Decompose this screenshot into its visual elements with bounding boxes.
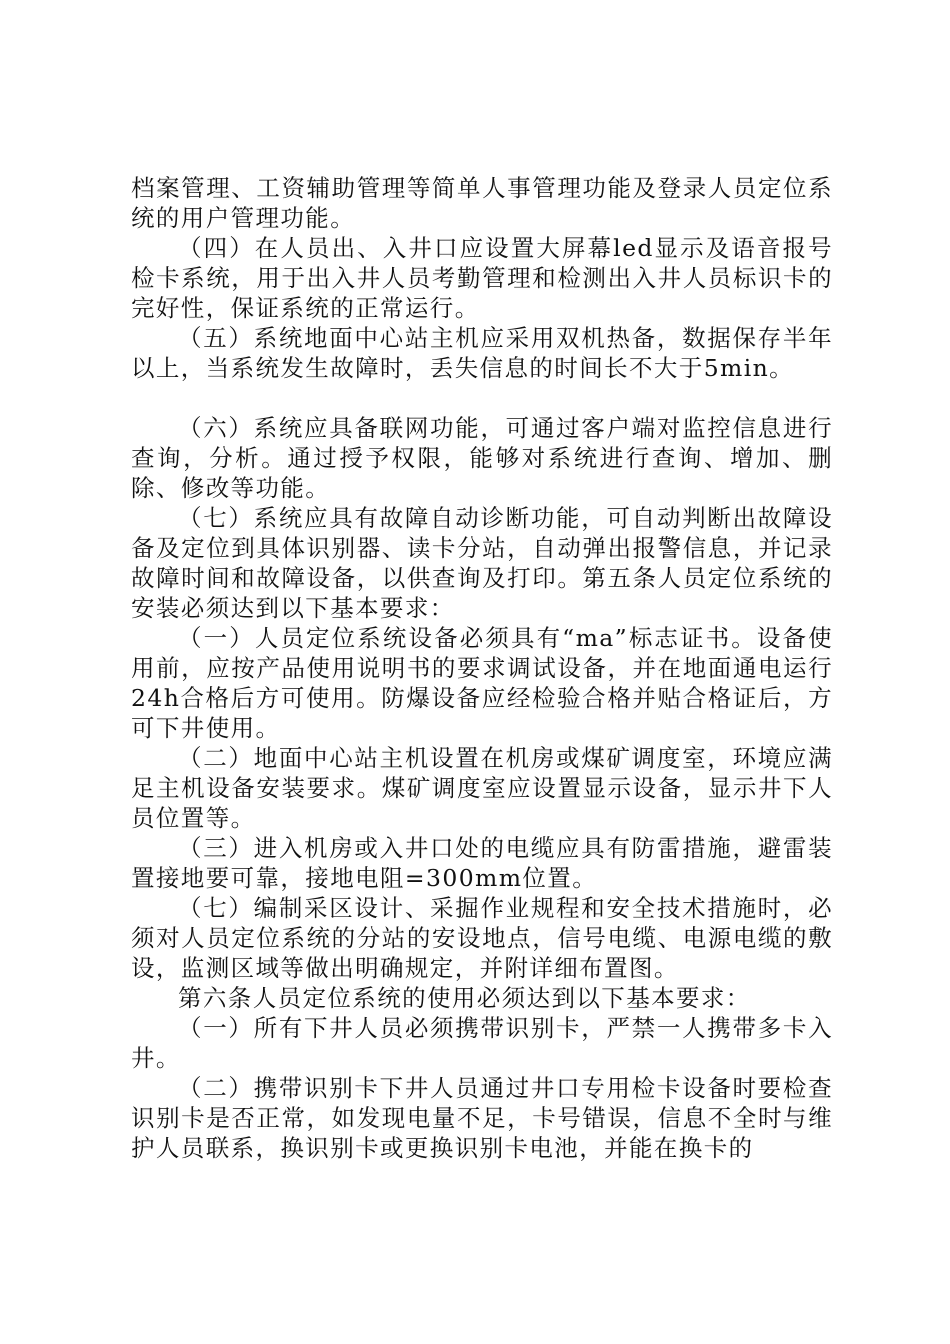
paragraph-continuation: 档案管理、工资辅助管理等简单人事管理功能及登录人员定位系统的用户管理功能。 [131, 174, 833, 232]
paragraph-item-7: （七）系统应具有故障自动诊断功能，可自动判断出故障设备及定位到具体识别器、读卡分站，自动弹出报警信息，并记录故障时间和故障设备，以供查询及打印。第五条人员定位系统的安装必须达到以下基本要求： [131, 504, 833, 622]
paragraph-item-4: （四）在人员出、入井口应设置大屏幕led显示及语音报号检卡系统，用于出入井人员考勤管理和检测出入井人员标识卡的完好性，保证系统的正常运行。 [131, 234, 833, 322]
paragraph-item-5: （五）系统地面中心站主机应采用双机热备，数据保存半年以上，当系统发生故障时，丢失信息的时间长不大于5min。 [131, 324, 833, 382]
paragraph-usage-2: （二）携带识别卡下井人员通过井口专用检卡设备时要检查识别卡是否正常，如发现电量不足，卡号错误，信息不全时与维护人员联系，换识别卡或更换识别卡电池，并能在换卡的 [131, 1074, 833, 1162]
paragraph-install-2: （二）地面中心站主机设置在机房或煤矿调度室，环境应满足主机设备安装要求。煤矿调度室应设置显示设备，显示井下人员位置等。 [131, 744, 833, 832]
paragraph-item-6: （六）系统应具备联网功能，可通过客户端对监控信息进行查询，分析。通过授予权限，能够对系统进行查询、增加、删除、修改等功能。 [131, 414, 833, 502]
paragraph-install-3: （三）进入机房或入井口处的电缆应具有防雷措施，避雷装置接地要可靠，接地电阻=300mm位置。 [131, 834, 833, 892]
paragraph-install-7: （七）编制采区设计、采掘作业规程和安全技术措施时，必须对人员定位系统的分站的安设地点，信号电缆、电源电缆的敷设，监测区域等做出明确规定，并附详细布置图。 [131, 894, 833, 982]
paragraph-install-1: （一）人员定位系统设备必须具有“ma”标志证书。设备使用前，应按产品使用说明书的要求调试设备，并在地面通电运行24h合格后方可使用。防爆设备应经检验合格并贴合格证后，方可下井使用。 [131, 624, 833, 742]
paragraph-usage-1: （一）所有下井人员必须携带识别卡，严禁一人携带多卡入井。 [131, 1014, 833, 1072]
paragraph-article-6-heading: 第六条人员定位系统的使用必须达到以下基本要求： [178, 984, 751, 1012]
document-body [131, 173, 833, 1163]
